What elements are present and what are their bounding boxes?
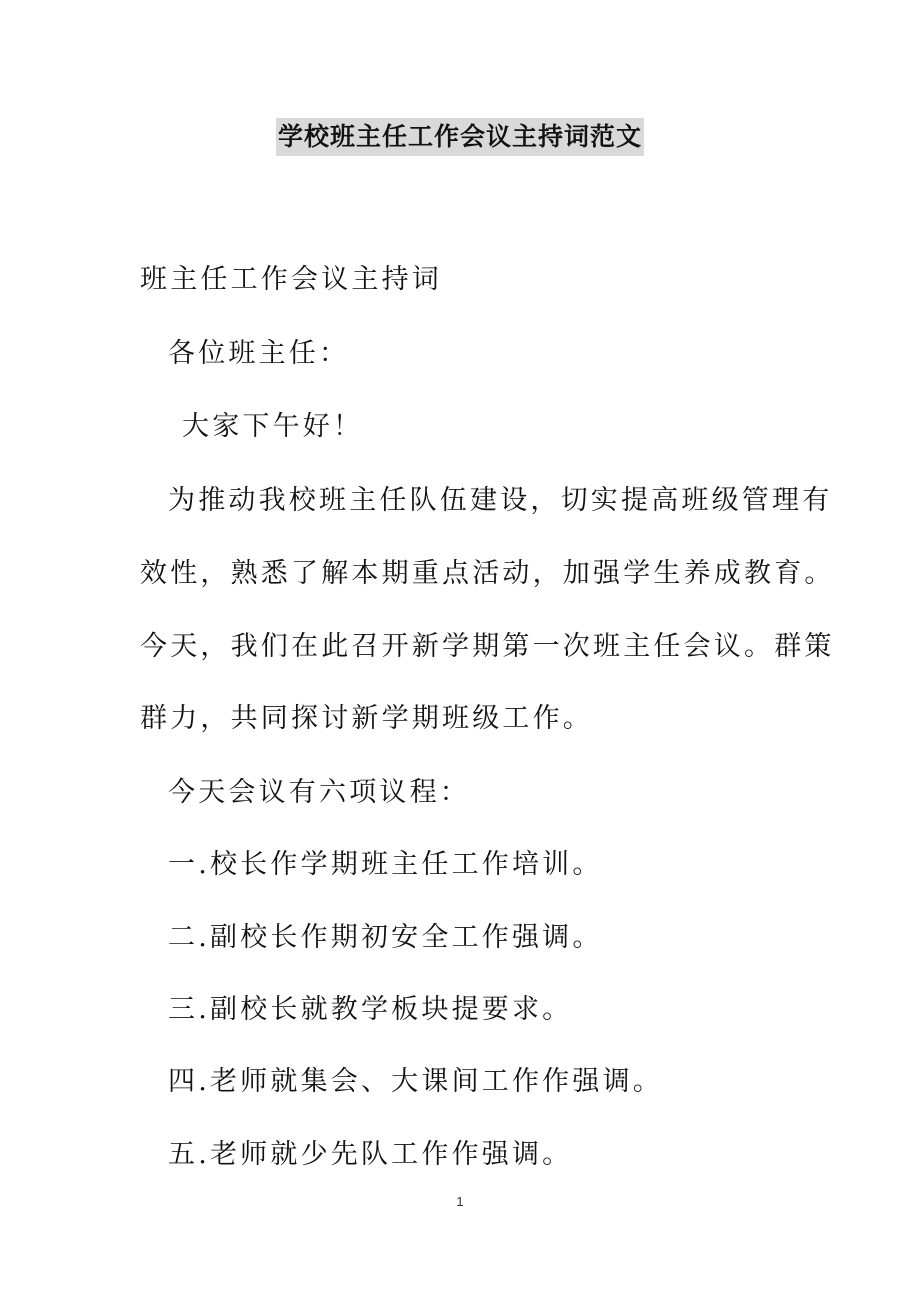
- agenda-item-3: 三.副校长就教学板块提要求。: [168, 994, 573, 1025]
- document-title: 学校班主任工作会议主持词范文: [276, 118, 644, 156]
- page-number: 1: [456, 1194, 464, 1209]
- body-line-paragraph-2: 效性，熟悉了解本期重点活动，加强学生养成教育。: [140, 558, 835, 589]
- agenda-item-2: 二.副校长作期初安全工作强调。: [168, 922, 603, 953]
- body-line-greeting: 大家下午好！: [182, 411, 364, 442]
- agenda-item-4: 四.老师就集会、大课间工作作强调。: [168, 1066, 663, 1097]
- body-line-salutation: 各位班主任：: [168, 338, 350, 369]
- agenda-item-5: 五.老师就少先队工作作强调。: [168, 1139, 573, 1170]
- agenda-item-1: 一.校长作学期班主任工作培训。: [168, 849, 603, 880]
- body-line-paragraph-4: 群力，共同探讨新学期班级工作。: [140, 703, 593, 734]
- title-container: [0, 118, 920, 156]
- body-line-agenda-intro: 今天会议有六项议程：: [168, 777, 470, 808]
- body-line-subtitle: 班主任工作会议主持词: [140, 264, 442, 295]
- body-line-paragraph-3: 今天，我们在此召开新学期第一次班主任会议。群策: [140, 631, 835, 662]
- body-line-paragraph-1: 为推动我校班主任队伍建设，切实提高班级管理有: [168, 485, 833, 516]
